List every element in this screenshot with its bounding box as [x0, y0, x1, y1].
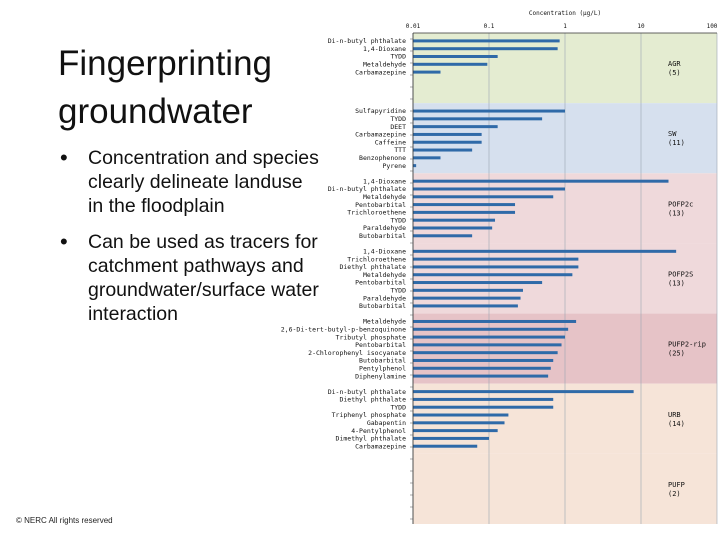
copyright-notice: © NERC All rights reserved	[16, 516, 113, 525]
x-tick-label: 0.01	[405, 23, 421, 30]
bar	[413, 211, 515, 214]
x-tick-label: 1	[563, 23, 567, 30]
category-label: TYDD	[390, 286, 406, 295]
bar	[413, 187, 565, 190]
bar	[413, 39, 560, 42]
category-label: Carbamazepine	[355, 68, 406, 77]
bar	[413, 390, 634, 393]
group-count: (25)	[668, 349, 685, 358]
category-label: Trichloroethene	[347, 208, 406, 217]
category-label: TYDD	[390, 52, 406, 61]
bar	[413, 297, 521, 300]
group-count: (2)	[668, 489, 681, 498]
category-label: Di-n-butyl phthalate	[327, 37, 406, 46]
category-label: Pentobarbital	[355, 341, 406, 350]
bar	[413, 258, 578, 261]
category-label: Sulfapyridine	[355, 107, 406, 116]
bar	[413, 414, 508, 417]
bar	[413, 219, 495, 222]
bar	[413, 71, 440, 74]
bar	[413, 47, 558, 50]
bar	[413, 320, 576, 323]
bar	[413, 406, 553, 409]
category-label: 1,4-Dioxane	[362, 247, 406, 256]
category-label: 2,6-Di-tert-butyl-p-benzoquinone	[280, 325, 406, 334]
bullet-text: Concentration and species clearly delineate landuse in the floodplain	[88, 147, 319, 217]
group-count: (13)	[668, 279, 685, 288]
bullet-dot-icon: •	[60, 229, 68, 254]
bar	[413, 63, 487, 66]
category-label: 2-Chlorophenyl isocyanate	[308, 348, 406, 357]
category-label: Carbamazepine	[355, 442, 406, 451]
group-label: SW	[668, 130, 677, 139]
category-label: 1,4-Dioxane	[362, 44, 406, 53]
bar	[413, 328, 568, 331]
bar	[413, 117, 542, 120]
category-label: Carbamazepine	[355, 130, 406, 139]
group-label: PUFP2-rip	[668, 340, 706, 349]
bar	[413, 343, 562, 346]
bar	[413, 125, 498, 128]
bar	[413, 437, 489, 440]
bar	[413, 234, 472, 237]
category-label: Paraldehyde	[362, 294, 406, 303]
category-label: Pyrene	[382, 161, 406, 170]
bar	[413, 133, 482, 136]
bar	[413, 421, 505, 424]
group-label: AGR	[668, 60, 681, 69]
group-count: (5)	[668, 69, 681, 78]
group-label: POFP2S	[668, 270, 694, 279]
bar	[413, 273, 572, 276]
category-label: TYDD	[390, 216, 406, 225]
x-tick-label: 100	[706, 23, 718, 30]
category-label: Tributyl phosphate	[335, 333, 406, 342]
bar	[413, 367, 551, 370]
bar	[413, 289, 523, 292]
x-tick-label: 0.1	[483, 23, 495, 30]
category-label: Di-n-butyl phthalate	[327, 387, 406, 396]
category-label: Di-n-butyl phthalate	[327, 185, 406, 194]
group-label: POFP2c	[668, 200, 694, 209]
title-line-1: Fingerprinting	[58, 44, 272, 83]
category-label: TYDD	[390, 403, 406, 412]
category-label: Metaldehyde	[362, 270, 406, 279]
group-label: URB	[668, 410, 681, 419]
category-label: Caffeine	[374, 138, 406, 147]
bar	[413, 445, 477, 448]
bar	[413, 195, 553, 198]
category-label: TYDD	[390, 115, 406, 124]
bar	[413, 250, 676, 253]
category-label: Diphenylamine	[355, 372, 406, 381]
bar	[413, 55, 498, 58]
bar	[413, 351, 558, 354]
category-label: Triphenyl phosphate	[331, 411, 406, 420]
bar	[413, 265, 578, 268]
category-label: Dimethyl phthalate	[335, 434, 406, 443]
category-label: Benzophenone	[359, 154, 406, 163]
bar	[413, 149, 472, 152]
category-label: Butobarbital	[359, 231, 406, 240]
group-count: (13)	[668, 209, 685, 218]
bar	[413, 180, 668, 183]
bullet-dot-icon: •	[60, 145, 68, 170]
bar	[413, 429, 498, 432]
category-label: Diethyl phthalate	[339, 395, 406, 404]
bullet-text: Can be used as tracers for catchment pathways and groundwater/surface water interaction	[88, 231, 319, 325]
category-label: Metaldehyde	[362, 60, 406, 69]
category-label: Pentylphenol	[359, 364, 406, 373]
category-label: 4-Pentylphenol	[351, 426, 406, 435]
group-count: (11)	[668, 139, 685, 148]
title-line-2: groundwater	[58, 92, 253, 131]
category-label: TTT	[394, 146, 406, 155]
bar	[413, 359, 553, 362]
category-label: Pentobarbital	[355, 278, 406, 287]
category-label: Diethyl phthalate	[339, 263, 406, 272]
category-label: Paraldehyde	[362, 224, 406, 233]
category-label: DEET	[390, 122, 406, 131]
bar	[413, 156, 440, 159]
bar	[413, 398, 553, 401]
bar	[413, 304, 518, 307]
bar	[413, 141, 482, 144]
category-label: Metaldehyde	[362, 317, 406, 326]
bar	[413, 375, 548, 378]
bar	[413, 164, 416, 167]
bar	[413, 281, 542, 284]
category-label: Butobarbital	[359, 356, 406, 365]
category-label: Metaldehyde	[362, 192, 406, 201]
group-label: PUFP	[668, 480, 685, 489]
bar	[413, 336, 565, 339]
category-label: Pentobarbital	[355, 200, 406, 209]
category-label: Gabapentin	[366, 419, 406, 428]
bar	[413, 110, 565, 113]
group-count: (14)	[668, 419, 685, 428]
category-label: Butobarbital	[359, 302, 406, 311]
bar	[413, 226, 492, 229]
bar	[413, 203, 515, 206]
category-label: Trichloroethene	[347, 255, 406, 264]
category-label: 1,4-Dioxane	[362, 177, 406, 186]
x-tick-label: 10	[637, 23, 645, 30]
x-axis-title: Concentration (µg/L)	[528, 10, 602, 17]
